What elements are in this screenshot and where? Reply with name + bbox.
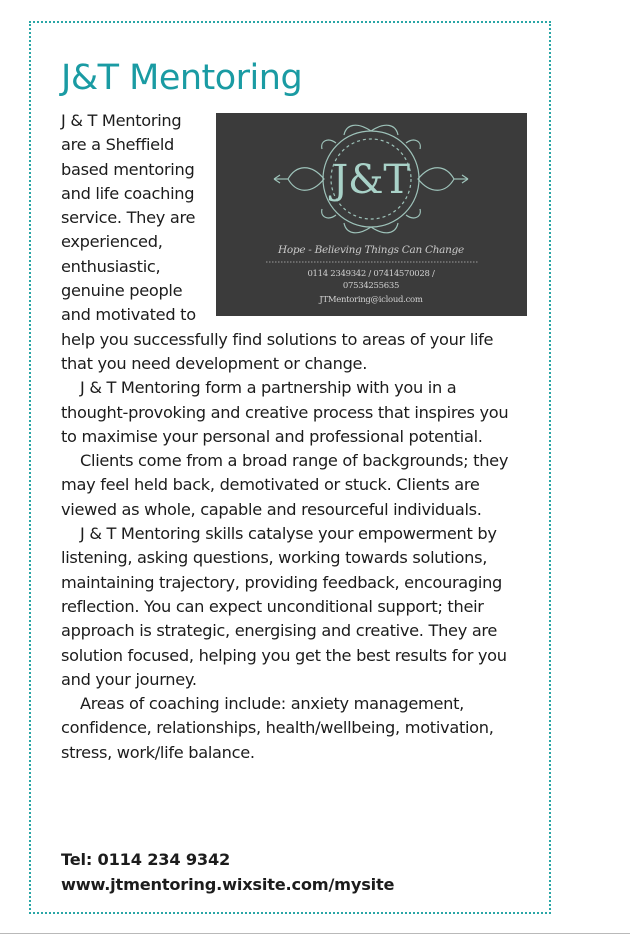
article-title: J&T Mentoring (61, 58, 303, 98)
paragraph-areas: Areas of coaching include: anxiety management, confidence, relationships, health/wellbeing, motivation, stress, work/life balance. (61, 694, 494, 762)
business-card-image (216, 113, 527, 316)
paragraph-skills: J & T Mentoring skills catalyse your empowerment by listening, asking questions, working towards solutions, maintaining trajectory, providing feedback, encouraging reflection. You can expect unconditional support; their approach is strategic, energising and creative. They are solution focused, helping you get the best results for you and your journey. (61, 524, 507, 689)
contact-phone: Tel: 0114 234 9342 (61, 850, 231, 869)
paragraph-partnership: J & T Mentoring form a partnership with you in a thought-provoking and creative process that inspires you to maximise your personal and professional potential. (61, 378, 509, 446)
article-body (61, 109, 527, 765)
paragraph-intro: J & T Mentoring are a Sheffield based mentoring and life coaching service. They are experienced, enthusiastic, genuine people and motivated to help you successfully find solutions to areas of your life that you need development or change. (61, 111, 494, 373)
card-email: JTMentoring@icloud.com (319, 295, 423, 305)
page-bottom-rule (0, 933, 630, 934)
contact-block (61, 848, 394, 897)
card-phones-line1: 0114 2349342 / 07414570028 / (307, 269, 435, 279)
contact-website-link[interactable]: www.jtmentoring.wixsite.com/mysite (61, 874, 395, 894)
card-tagline: Hope - Believing Things Can Change (278, 244, 464, 256)
paragraph-clients: Clients come from a broad range of backgrounds; they may feel held back, demotivated or stuck. Clients are viewed as whole, capable and resourceful individuals. (61, 451, 509, 519)
card-phones-line2: 07534255635 (342, 281, 400, 291)
card-artwork (216, 113, 527, 316)
card-logo: J&T (332, 157, 410, 203)
